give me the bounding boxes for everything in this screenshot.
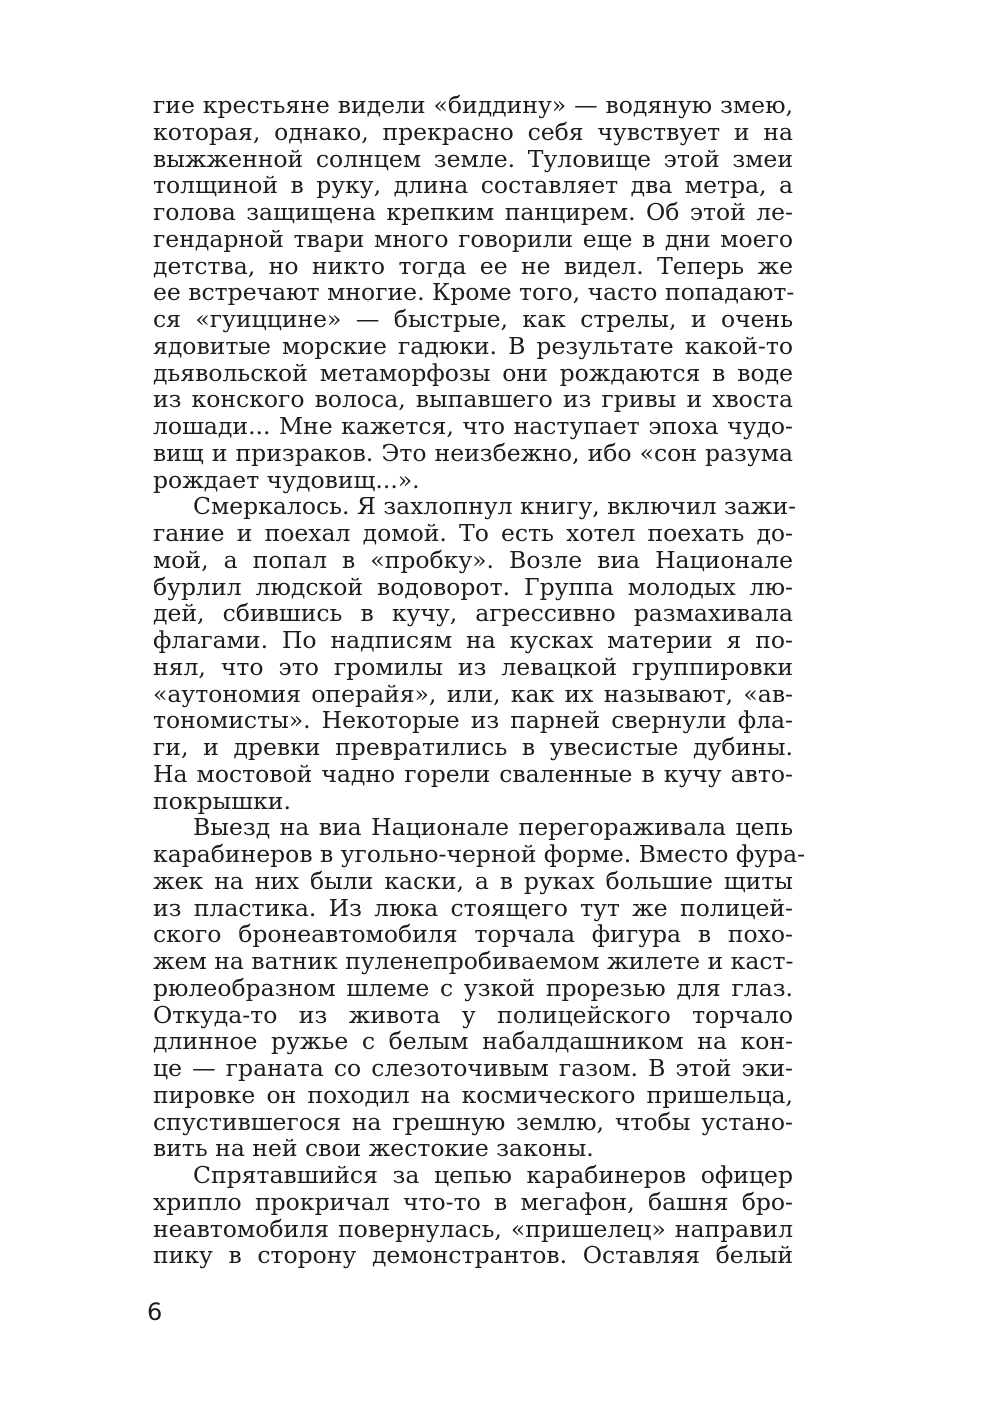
text-line: ее встречают многие. Кроме того, часто попадают- bbox=[153, 278, 795, 307]
body-text bbox=[153, 91, 806, 1270]
text-line: дей, сбившись в кучу, агрессивно размахивала bbox=[153, 599, 793, 628]
text-line: спустившегося на грешную землю, чтобы устано- bbox=[153, 1107, 793, 1136]
text-line: покрышки. bbox=[153, 786, 291, 815]
text-line: вить на ней свои жестокие законы. bbox=[153, 1134, 594, 1163]
text-line: которая, однако, прекрасно себя чувствует и на bbox=[153, 117, 793, 146]
text-line: лошади... Мне кажется, что наступает эпоха чудо- bbox=[153, 412, 793, 440]
text-line: пировке он походил на космического пришельца, bbox=[153, 1080, 793, 1109]
text-line: ся «гуиццине» — быстрые, как стрелы, и очень bbox=[153, 305, 793, 333]
text-line: На мостовой чадно горели сваленные в кучу авто- bbox=[153, 759, 793, 788]
text-line: толщиной в руку, длина составляет два метра, а bbox=[153, 171, 793, 200]
text-line: хрипло прокричал что-то в мегафон, башня бро- bbox=[153, 1187, 793, 1216]
text-line: длинное ружье с белым набалдашником на кон- bbox=[153, 1027, 793, 1056]
text-line: из конского волоса, выпавшего из гривы и хвоста bbox=[153, 385, 793, 414]
text-line: гие крестьяне видели «биддину» — водяную змею, bbox=[153, 91, 793, 119]
text-line: мой, а попал в «пробку». Возле виа Национале bbox=[153, 545, 793, 574]
text-line: выжженной солнцем земле. Туловище этой змеи bbox=[153, 144, 793, 173]
text-line: жек на них были каски, а в руках большие щиты bbox=[153, 866, 793, 895]
text-line: жем на ватник пуленепробиваемом жилете и каст- bbox=[153, 947, 794, 975]
text-line: из пластика. Из люка стоящего тут же полицей- bbox=[153, 893, 793, 922]
text-line: ского бронеавтомобиля торчала фигура в похо- bbox=[153, 920, 793, 949]
text-line: пику в сторону демонстрантов. Оставляя белый bbox=[153, 1241, 793, 1270]
text-line: бурлил людской водоворот. Группа молодых лю- bbox=[153, 572, 793, 601]
text-line: Смеркалось. Я захлопнул книгу, включил зажи- bbox=[193, 492, 797, 521]
text-line: дьявольской метаморфозы они рождаются в воде bbox=[153, 358, 793, 387]
text-line: флагами. По надписям на кусках материи я по- bbox=[153, 626, 793, 654]
text-line: Откуда-то из живота у полицейского торчало bbox=[153, 1000, 793, 1029]
text-line: Выезд на виа Национале перегораживала цепь bbox=[193, 813, 793, 842]
text-line: це — граната со слезоточивым газом. В этой эки- bbox=[153, 1054, 793, 1082]
page-number: 6 bbox=[147, 1298, 163, 1326]
text-line: детства, но никто тогда ее не видел. Теперь же bbox=[153, 251, 793, 280]
text-line: карабинеров в угольно-черной форме. Вместо фура- bbox=[153, 840, 806, 868]
text-line: ги, и древки превратились в увесистые дубины. bbox=[153, 733, 793, 761]
text-line: неавтомобиля повернулась, «пришелец» направил bbox=[153, 1214, 793, 1243]
text-line: гание и поехал домой. То есть хотел поехать до- bbox=[153, 519, 793, 547]
text-line: рождает чудовищ...». bbox=[153, 465, 420, 494]
text-line: нял, что это громилы из левацкой группировки bbox=[153, 652, 793, 681]
text-line: голова защищена крепким панцирем. Об этой ле- bbox=[153, 198, 793, 226]
text-line: Спрятавшийся за цепью карабинеров офицер bbox=[193, 1161, 793, 1189]
text-line: гендарной твари много говорили еще в дни моего bbox=[153, 224, 793, 253]
text-line: ядовитые морские гадюки. В результате какой-то bbox=[153, 331, 793, 360]
text-line: тономисты». Некоторые из парней свернули фла- bbox=[153, 706, 793, 735]
text-line: вищ и призраков. Это неизбежно, ибо «сон разума bbox=[153, 438, 793, 467]
text-line: рюлеобразном шлеме с узкой прорезью для глаз. bbox=[153, 973, 793, 1002]
text-line: «аутономия операйя», или, как их называют, «ав- bbox=[153, 679, 793, 708]
